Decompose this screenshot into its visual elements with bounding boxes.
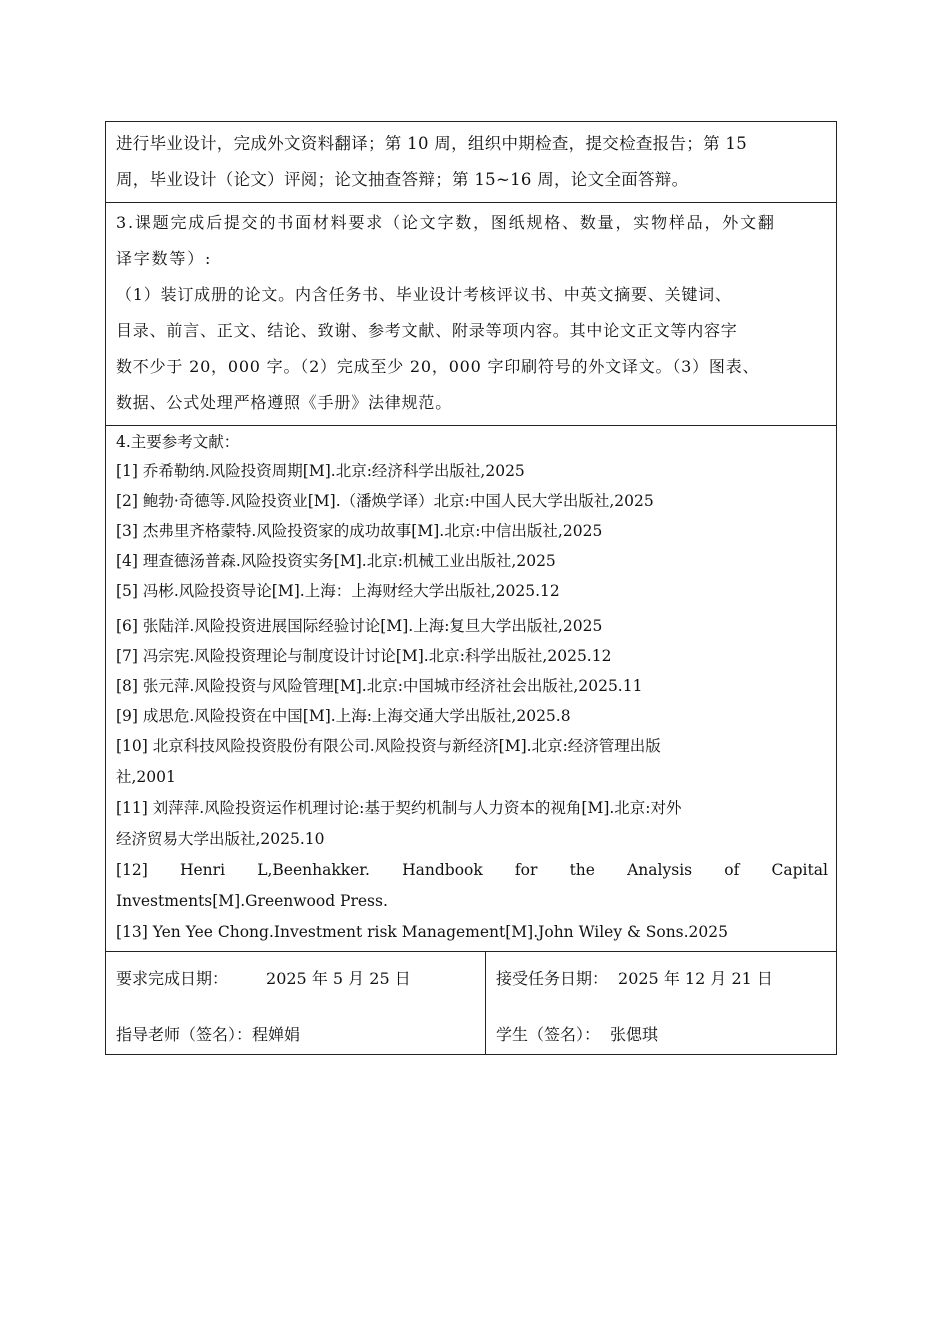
ref12-word: for xyxy=(514,861,538,879)
reference-item-12-line-2: Investments[M].Greenwood Press. xyxy=(116,892,388,910)
reference-item-1: [1] 乔希勒纳.风险投资周期[M].北京:经济科学出版社,2025 xyxy=(116,462,525,480)
ref12-word: Henri xyxy=(179,861,226,879)
signoff-section xyxy=(106,951,836,1054)
ref12-word: the xyxy=(569,861,595,879)
ref12-word: Handbook xyxy=(402,861,483,879)
reference-item-13: [13] Yen Yee Chong.Investment risk Management[M].John Wiley & Sons.2025 xyxy=(116,923,729,941)
signoff-left-cell xyxy=(106,952,486,1054)
reference-item-11-line-1: [11] 刘萍萍.风险投资运作机理讨论:基于契约机制与人力资本的视角[M].北京:对外 xyxy=(116,799,682,817)
materials-heading-line-1: 3.课题完成后提交的书面材料要求（论文字数，图纸规格、数量，实物样品，外文翻 xyxy=(116,213,776,232)
task-table xyxy=(105,121,837,1055)
schedule-section xyxy=(106,122,836,202)
student-signature-line xyxy=(496,1022,658,1045)
advisor-label: 指导老师（签名）： xyxy=(116,1025,253,1044)
materials-heading-line-2: 译字数等）: xyxy=(116,249,213,268)
reference-item-12 xyxy=(116,855,828,917)
due-date-label: 要求完成日期： xyxy=(116,969,229,988)
accept-date-label: 接受任务日期： xyxy=(496,969,609,988)
reference-item-11 xyxy=(116,793,828,855)
reference-item-3: [3] 杰弗里齐格蒙特.风险投资家的成功故事[M].北京:中信出版社,2025 xyxy=(116,522,603,540)
materials-section xyxy=(106,202,836,425)
student-label: 学生（签名）： xyxy=(496,1025,601,1044)
materials-body-line-3: 数不少于 20，000 字。（2）完成至少 20，000 字印刷符号的外文译文。（3）图表、 xyxy=(116,357,760,376)
reference-item-5: [5] 冯彬.风险投资导论[M].上海：上海财经大学出版社,2025.12 xyxy=(116,582,560,600)
reference-item-9: [9] 成思危.风险投资在中国[M].上海:上海交通大学出版社,2025.8 xyxy=(116,707,571,725)
reference-item-6: [6] 张陆洋.风险投资进展国际经验讨论[M].上海:复旦大学出版社,2025 xyxy=(116,617,603,635)
references-heading: 4.主要参考文献： xyxy=(116,433,240,451)
reference-item-8: [8] 张元萍.风险投资与风险管理[M].北京:中国城市经济社会出版社,2025.11 xyxy=(116,677,643,695)
reference-item-4: [4] 理查德汤普森.风险投资实务[M].北京:机械工业出版社,2025 xyxy=(116,552,556,570)
ref12-word: of xyxy=(724,861,740,879)
student-name: 张偲琪 xyxy=(610,1025,659,1044)
due-date-line xyxy=(116,966,411,989)
signoff-right-cell xyxy=(486,952,836,1054)
materials-body-line-1: （1）装订成册的论文。内含任务书、毕业设计考核评议书、中英文摘要、关键词、 xyxy=(116,285,732,304)
advisor-signature-line xyxy=(116,1022,300,1045)
accept-date-line xyxy=(496,966,773,989)
reference-item-12-line-1 xyxy=(116,855,828,886)
reference-item-10 xyxy=(116,731,828,793)
reference-item-10-line-2: 社,2001 xyxy=(116,768,176,786)
accept-date-value: 2025 年 12 月 21 日 xyxy=(618,969,773,988)
reference-item-2: [2] 鲍勃·奇德等.风险投资业[M].（潘焕学译）北京:中国人民大学出版社,2025 xyxy=(116,492,654,510)
due-date-value: 2025 年 5 月 25 日 xyxy=(266,969,411,988)
advisor-name: 程婵娟 xyxy=(252,1025,301,1044)
references-section xyxy=(106,425,836,951)
reference-item-7: [7] 冯宗宪.风险投资理论与制度设计讨论[M].北京:科学出版社,2025.12 xyxy=(116,647,612,665)
ref12-word: Analysis xyxy=(627,861,693,879)
reference-item-10-line-1: [10] 北京科技风险投资股份有限公司.风险投资与新经济[M].北京:经济管理出版 xyxy=(116,737,661,755)
schedule-line-2: 周，毕业设计（论文）评阅；论文抽查答辩；第 15~16 周，论文全面答辩。 xyxy=(116,170,689,189)
reference-item-11-line-2: 经济贸易大学出版社,2025.10 xyxy=(116,830,325,848)
ref12-word: [12] xyxy=(116,861,148,879)
ref12-word: L,Beenhakker. xyxy=(257,861,370,879)
materials-body-line-4: 数据、公式处理严格遵照《手册》法律规范。 xyxy=(116,393,453,412)
ref12-word: Capital xyxy=(771,861,828,879)
schedule-line-1: 进行毕业设计，完成外文资料翻译；第 10 周，组织中期检查，提交检查报告；第 15 xyxy=(116,134,748,153)
task-document xyxy=(105,121,837,1055)
materials-body-line-2: 目录、前言、正文、结论、致谢、参考文献、附录等项内容。其中论文正文等内容字 xyxy=(116,321,738,340)
